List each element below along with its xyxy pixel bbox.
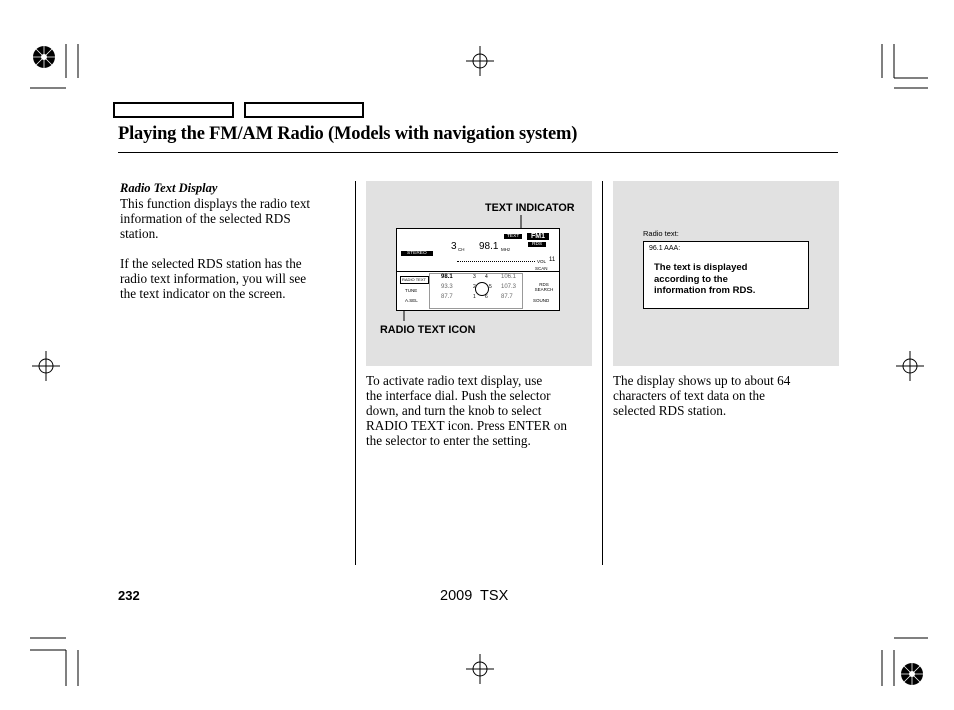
preset-left-3-freq[interactable]: 87.7 <box>441 294 453 300</box>
preset-left-1-freq[interactable]: 98.1 <box>441 274 453 280</box>
col1-paragraph-1 <box>120 196 350 241</box>
preset-left-2-freq[interactable]: 93.3 <box>441 284 453 290</box>
radio-text-display-box <box>643 241 809 309</box>
radio-text-message <box>654 262 755 297</box>
text-indicator-badge: TEXT <box>504 234 522 239</box>
text-line: information from RDS. <box>654 285 756 296</box>
text-line: To activate radio text display, use <box>366 373 543 388</box>
radio-screen <box>396 228 560 311</box>
text-line: station. <box>120 226 159 241</box>
column-divider-2 <box>602 181 603 565</box>
preset-right-2-num: 5 <box>489 284 492 290</box>
rds-badge: RDS <box>528 242 546 247</box>
section-subhead: Radio Text Display <box>120 181 218 195</box>
sound-button[interactable]: SOUND <box>533 298 550 303</box>
preset-right-3-num: 6 <box>485 294 488 300</box>
text-line: according to the <box>654 273 728 285</box>
col2-paragraph <box>366 373 598 448</box>
text-line: If the selected RDS station has the <box>120 256 302 271</box>
header-tab-box-1 <box>113 102 234 118</box>
preset-left-3-num: 1 <box>473 294 476 300</box>
preset-right-2-freq[interactable]: 107.3 <box>501 284 517 290</box>
preset-right-1-freq[interactable]: 106.1 <box>501 274 517 280</box>
rds-search-button[interactable]: RDS SEARCH <box>534 282 554 292</box>
volume-value: 11 <box>549 257 556 263</box>
page-number: 232 <box>118 588 140 603</box>
header-tab-box-2 <box>244 102 364 118</box>
page-title: Playing the FM/AM Radio (Models with navigation system) <box>118 124 578 144</box>
text-indicator-label: TEXT INDICATOR <box>485 202 575 214</box>
text-line: information of the selected RDS <box>120 211 291 226</box>
tune-button[interactable]: TUNE <box>405 288 418 293</box>
volume-bar <box>457 261 535 264</box>
station-label: 96.1 AAA: <box>649 245 681 252</box>
scan-button[interactable]: SCAN <box>535 266 548 271</box>
band-badge: FM1 <box>527 233 549 240</box>
preset-right-1-num: 4 <box>485 274 488 280</box>
title-rule <box>118 152 838 153</box>
preset-left-1-num: 3 <box>473 274 476 280</box>
col3-paragraph <box>613 373 839 418</box>
model-label: 2009 TSX <box>440 588 509 604</box>
text-line: radio text information, you will see <box>120 271 307 286</box>
text-line: selected RDS station. <box>613 403 727 418</box>
col1-paragraph-2 <box>120 256 350 301</box>
preset-right-3-freq[interactable]: 87.7 <box>501 294 513 300</box>
volume-label: VOL <box>537 259 547 264</box>
auto-select-button[interactable]: A.SEL <box>405 298 418 303</box>
text-line: characters of text data on the <box>613 388 765 403</box>
text-line: The text is displayed <box>654 262 748 273</box>
text-line: the text indicator on the screen. <box>120 286 286 301</box>
column-1 <box>120 181 350 301</box>
text-line: down, and turn the knob to select <box>366 403 542 418</box>
radio-text-header: Radio text: <box>643 229 679 238</box>
text-line: the selector to enter the setting. <box>366 433 531 448</box>
text-line: the interface dial. Push the selector <box>366 388 551 403</box>
channel-number: 3 <box>451 241 457 252</box>
text-line: The display shows up to about 64 <box>613 373 791 388</box>
column-divider-1 <box>355 181 356 565</box>
preset-left-2-num: 2 <box>473 284 476 290</box>
radio-text-button[interactable]: RADIO TEXT <box>400 276 429 284</box>
screen-divider <box>397 271 559 272</box>
radio-text-icon-label: RADIO TEXT ICON <box>380 324 476 336</box>
frequency-unit: MHz <box>501 247 511 252</box>
channel-unit: CH <box>458 247 465 252</box>
text-line: RADIO TEXT icon. Press ENTER on <box>366 418 567 433</box>
frequency: 98.1 <box>479 241 499 252</box>
text-line: This function displays the radio text <box>120 196 311 211</box>
stereo-badge: STEREO <box>401 251 433 256</box>
